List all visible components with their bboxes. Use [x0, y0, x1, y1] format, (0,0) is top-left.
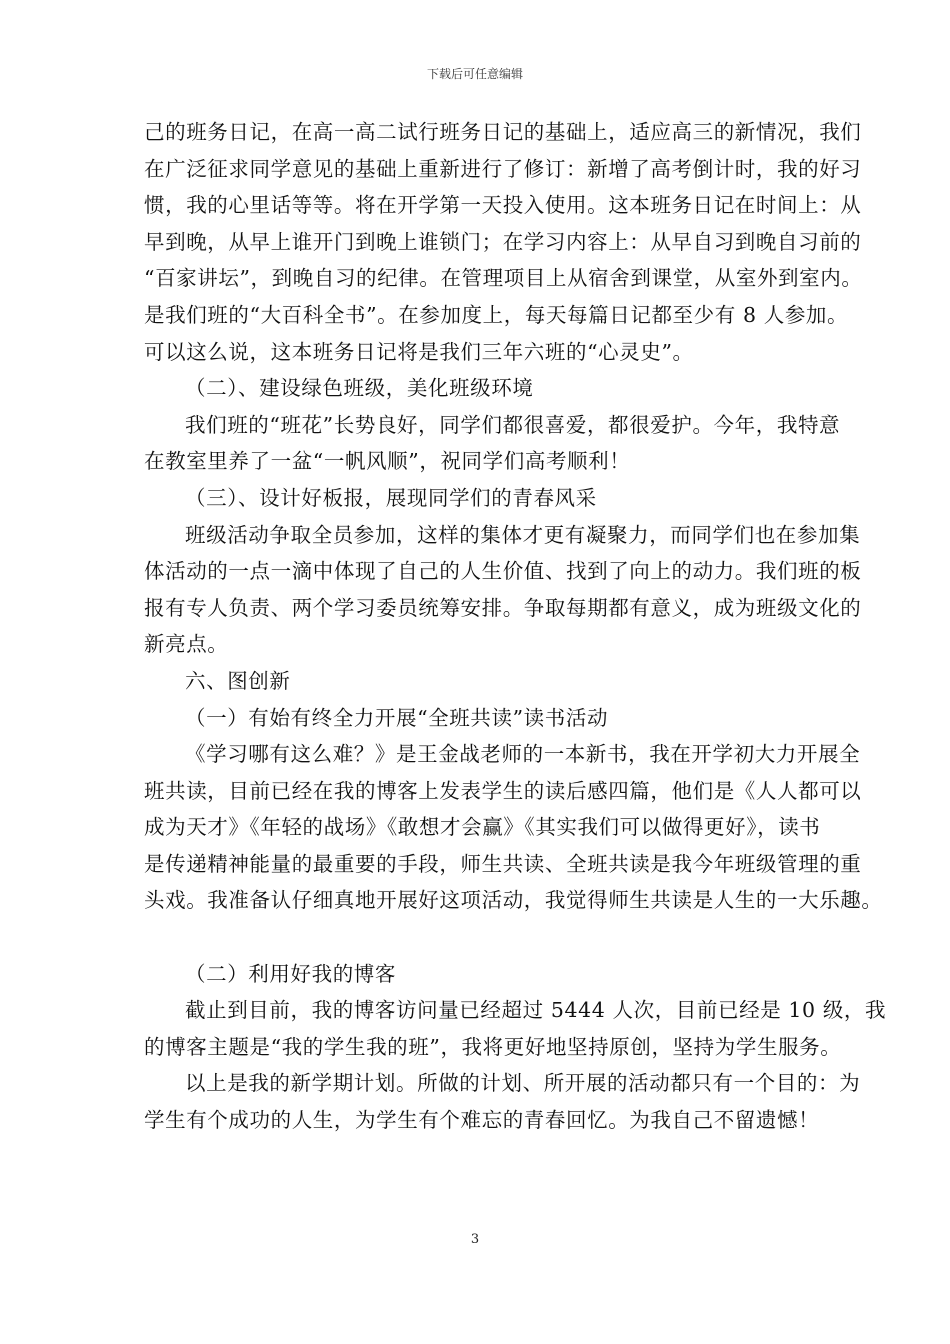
text-line: 班共读，目前已经在我的博客上发表学生的读后感四篇，他们是《人人都可以: [144, 778, 862, 803]
text-line: 体活动的一点一滴中体现了自己的人生价值、找到了向上的动力。我们班的板: [144, 559, 862, 584]
section-heading-blackboard: （三）、设计好板报，展现同学们的青春风采: [185, 485, 597, 510]
text-line: “百家讲坛”，到晚自习的纪律。在管理项目上从宿舍到课堂，从室外到室内。: [144, 266, 863, 291]
page-header: 下载后可任意编辑: [426, 67, 523, 81]
text-line: 是我们班的“大百科全书”。在参加度上，每天每篇日记都至少有 8 人参加。: [144, 302, 849, 327]
text-line: 以上是我的新学期计划。所做的计划、所开展的活动都只有一个目的：为: [185, 1071, 861, 1096]
document-body: [144, 114, 887, 1139]
text-line: 班级活动争取全员参加，这样的集体才更有凝聚力，而同学们也在参加集: [185, 522, 861, 547]
paragraph-class-diary: [144, 114, 863, 370]
text-line: 可以这么说，这本班务日记将是我们三年六班的“心灵史”。: [144, 339, 694, 364]
text-line: 的博客主题是“我的学生我的班”，我将更好地坚持原创，坚持为学生服务。: [144, 1034, 842, 1059]
text-line: 己的班务日记，在高一高二试行班务日记的基础上，适应高三的新情况，我们: [144, 120, 862, 144]
section-heading-green-class: （二）、建设绿色班级，美化班级环境: [185, 376, 534, 401]
text-line: 我们班的“班花”长势良好，同学们都很喜爱，都很爱护。今年，我特意: [185, 412, 841, 437]
text-line: 报有专人负责、两个学习委员统筹安排。争取每期都有意义，成为班级文化的: [144, 595, 862, 620]
text-line: 截止到目前，我的博客访问量已经超过 5444 人次，目前已经是 10 级，我: [185, 998, 887, 1023]
paragraph-blog: [144, 992, 887, 1065]
text-line: 《学习哪有这么难？》是王金战老师的一本新书，我在开学初大力开展全: [185, 742, 861, 767]
text-line: 在广泛征求同学意见的基础上重新进行了修订：新增了高考倒计时，我的好习: [144, 156, 862, 181]
paragraph-class-flower: [144, 407, 841, 480]
paragraph-blackboard: [144, 517, 862, 663]
text-line: 惯，我的心里话等等。将在开学第一天投入使用。这本班务日记在时间上：从: [144, 193, 862, 218]
blank-line: [144, 919, 816, 956]
section-heading-innovation: 六、图创新: [185, 668, 291, 693]
text-line: 成为天才》《年轻的战场》《敢想才会赢》《其实我们可以做得更好》，读书: [144, 815, 821, 840]
text-line: 头戏。我准备认仔细真地开展好这项活动，我觉得师生共读是人生的一大乐趣。: [144, 888, 883, 913]
paragraph-conclusion: [144, 1065, 861, 1138]
text-line: 早到晚，从早上谁开门到晚上谁锁门；在学习内容上：从早自习到晚自习前的: [144, 229, 862, 254]
paragraph-reading: [144, 736, 883, 919]
text-line: 是传递精神能量的最重要的手段，师生共读、全班共读是我今年班级管理的重: [144, 851, 862, 876]
subsection-heading-blog: （二）利用好我的博客: [185, 961, 396, 986]
text-line: 学生有个成功的人生，为学生有个难忘的青春回忆。为我自己不留遗憾！: [144, 1108, 820, 1133]
text-line: 新亮点。: [144, 632, 229, 657]
page-number: 3: [470, 1232, 480, 1247]
subsection-heading-reading: （一）有始有终全力开展“全班共读”读书活动: [185, 705, 609, 730]
text-line: 在教室里养了一盆“一帆风顺”，祝同学们高考顺利！: [144, 449, 631, 474]
